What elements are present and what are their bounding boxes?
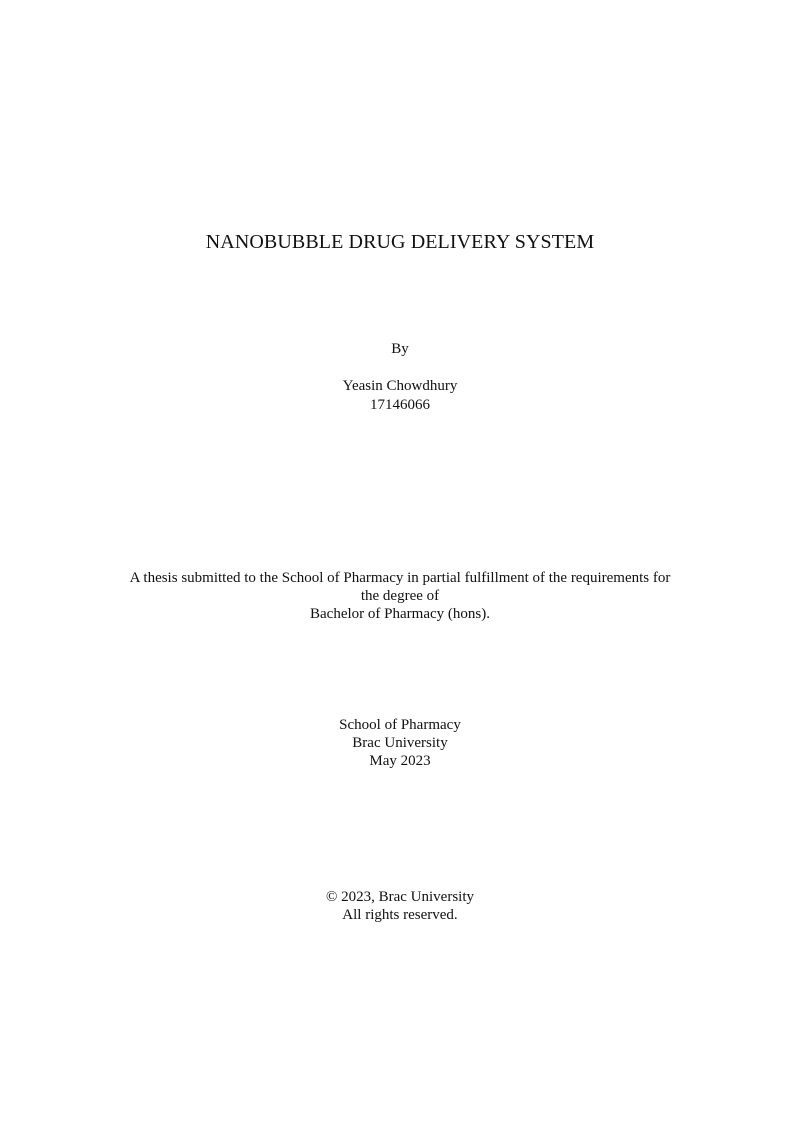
degree-name: Bachelor of Pharmacy (hons). bbox=[310, 606, 490, 622]
copyright-line: © 2023, Brac University bbox=[325, 889, 475, 905]
rights-reserved: All rights reserved. bbox=[342, 907, 458, 923]
author-name: Yeasin Chowdhury bbox=[342, 378, 458, 394]
university-name: Brac University bbox=[352, 735, 448, 751]
by-label: By bbox=[391, 341, 409, 357]
thesis-title: NANOBUBBLE DRUG DELIVERY SYSTEM bbox=[205, 231, 595, 253]
school-name: School of Pharmacy bbox=[339, 717, 461, 733]
submission-line-1: A thesis submitted to the School of Pharmacy in partial fulfillment of the requirements for bbox=[129, 570, 671, 586]
submission-line-2: the degree of bbox=[360, 588, 440, 604]
student-id: 17146066 bbox=[370, 397, 430, 413]
submission-date: May 2023 bbox=[369, 753, 431, 769]
